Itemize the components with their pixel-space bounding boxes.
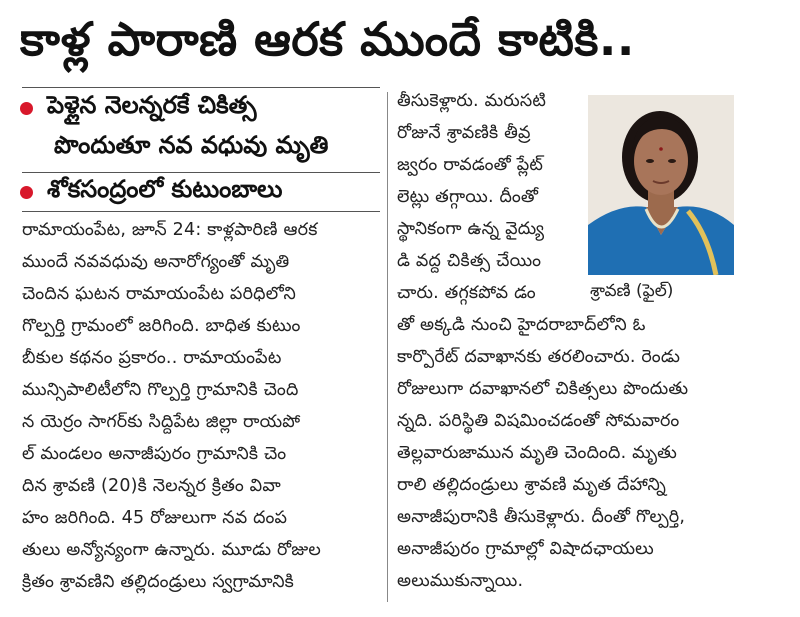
subhead-1-line-1: పెళ్లైన నెలన్నరకే చికిత్స <box>47 91 257 119</box>
body-line: గొల్పర్తి గ్రామంలో జరిగింది. బాధిత కుటుం <box>22 316 301 336</box>
body-line: డి వద్ద చికిత్స చేయిం <box>397 251 542 271</box>
body-line: రామాయంపేట, జూన్ 24: కాళ్లపారిణి ఆరక <box>22 220 318 240</box>
body-line: లెట్లు తగ్గాయి. దీంతో <box>397 187 539 207</box>
body-line: స్థానికంగా ఉన్న వైద్యు <box>397 219 545 239</box>
subhead-1 <box>20 92 257 124</box>
bullet-mid-rule <box>22 172 380 173</box>
body-line: జ్వరం రావడంతో ప్లేట్ <box>397 155 544 175</box>
body-line: దిన శ్రావణి (20)కి నెలన్నర క్రితం వివా <box>22 476 281 496</box>
body-line: న యెర్రం సాగర్‌కు సిద్దిపేట జిల్లా రాయపో <box>22 412 301 432</box>
body-line: బీకుల కథనం ప్రకారం.. రామాయంపేట <box>22 348 282 368</box>
portrait-photo <box>588 95 734 275</box>
bullet-dot-icon <box>20 102 33 115</box>
body-line: తో అక్కడి నుంచి హైదరాబాద్‌లోని ఓ <box>397 315 646 335</box>
body-line: హం జరిగింది. 45 రోజులుగా నవ దంప <box>22 508 288 528</box>
body-line: అనాజీపురానికి తీసుకెళ్లారు. దీంతో గొల్పర్తి, <box>397 507 686 527</box>
body-line: తులు అన్యోన్యంగా ఉన్నారు. మూడు రోజుల <box>22 540 322 560</box>
body-line: అలుముకున్నాయి. <box>397 571 524 591</box>
body-line: చెందిన ఘటన రామాయంపేట పరిధిలోని <box>22 284 296 304</box>
subhead-2 <box>20 176 282 208</box>
body-line: మున్సిపాలిటీలోని గొల్పర్తి గ్రామానికి చెంది <box>22 380 299 400</box>
bullet-dot-icon <box>20 186 33 199</box>
portrait-illustration <box>588 95 734 275</box>
body-line: తీసుకెళ్లారు. మరుసటి <box>397 91 547 111</box>
body-line: తెల్లవారుజామున మృతి చెందింది. మృతు <box>397 443 678 463</box>
bullet-bottom-rule <box>22 211 380 212</box>
column-divider <box>387 92 388 602</box>
body-line: చారు. తగ్గకపోవ డం <box>397 283 536 303</box>
body-line: క్రితం శ్రావణిని తల్లిదండ్రులు స్వగ్రామానికి <box>22 572 295 592</box>
headline: కాళ్ల పారాణి ఆరక ముందే కాటికి.. <box>20 12 635 66</box>
body-line: రాలి తల్లిదండ్రులు శ్రావణి మృత దేహాన్ని <box>397 475 666 495</box>
body-line: ముందే నవవధువు అనారోగ్యంతో మృతి <box>22 252 290 272</box>
subhead-2-line-1: శోకసంద్రంలో కుటుంబాలు <box>47 175 283 203</box>
bullet-top-rule <box>22 87 380 88</box>
body-line: న్నది. పరిస్థితి విషమించడంతో సోమవారం <box>397 411 680 431</box>
body-line: కార్పొరేట్ దవాఖానకు తరలించారు. రెండు <box>397 347 681 367</box>
photo-caption: శ్రావణి (ఫైల్) <box>590 281 674 301</box>
body-line: అనాజీపురం గ్రామాల్లో విషాదఛాయలు <box>397 539 654 559</box>
subhead-1-line-2: పొందుతూ నవ వధువు మృతి <box>54 131 329 159</box>
body-line: రోజునే శ్రావణికి తీవ్ర <box>397 123 531 143</box>
body-line: ల్ మండలం అనాజీపురం గ్రామానికి చెం <box>22 444 287 464</box>
body-line: రోజులుగా దవాఖానలో చికిత్సలు పొందుతు <box>397 379 689 399</box>
